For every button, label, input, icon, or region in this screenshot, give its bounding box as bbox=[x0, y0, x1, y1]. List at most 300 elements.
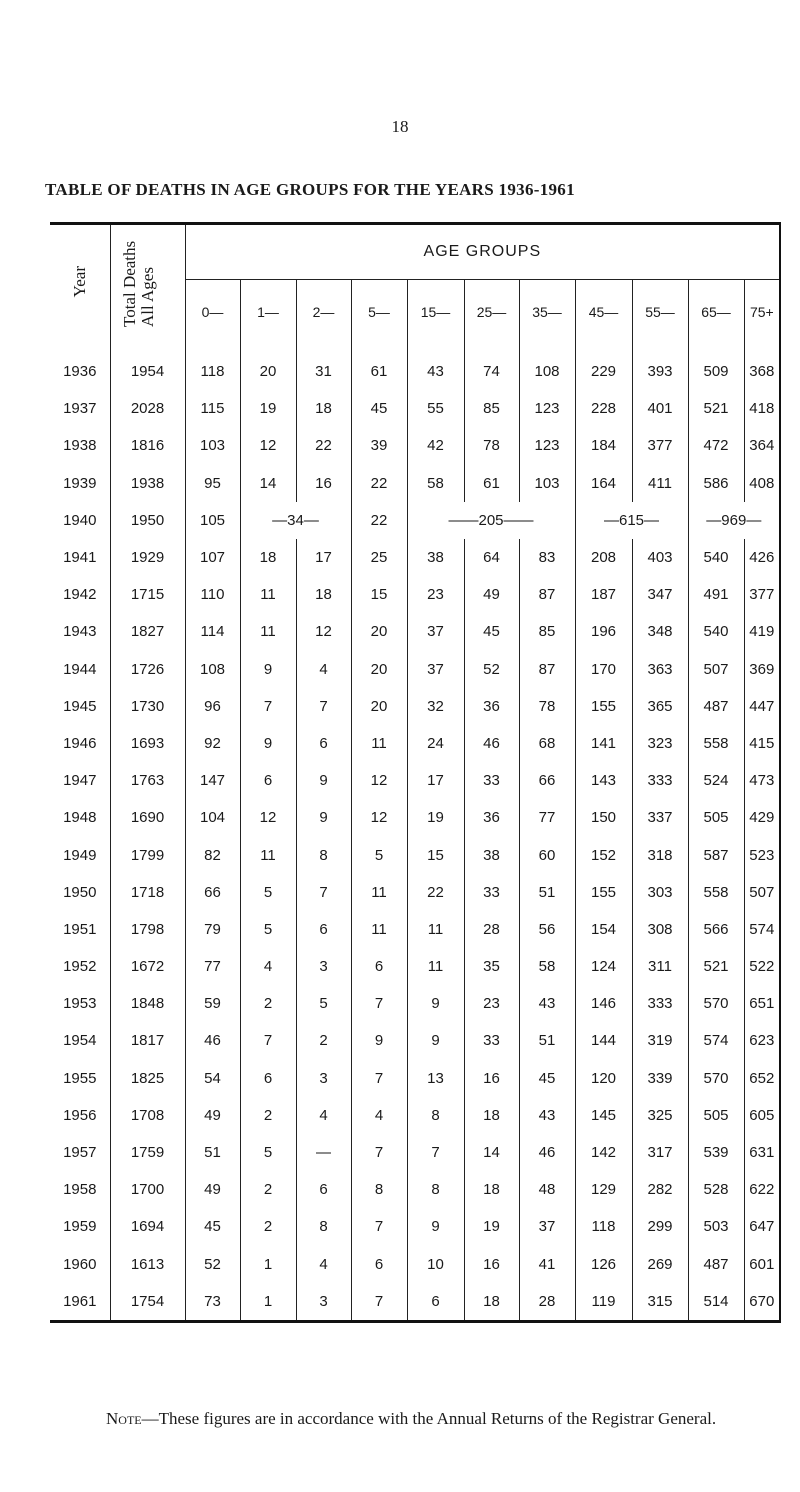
value-cell: 12 bbox=[240, 427, 296, 464]
total-cell: 1763 bbox=[110, 762, 185, 799]
age-group-header: 15— bbox=[407, 280, 464, 343]
value-cell: 4 bbox=[296, 1246, 351, 1283]
value-cell: 9 bbox=[407, 985, 464, 1022]
value-cell: 18 bbox=[464, 1283, 519, 1322]
value-cell: 49 bbox=[464, 576, 519, 613]
value-cell: 7 bbox=[240, 688, 296, 725]
value-cell: 415 bbox=[744, 725, 780, 762]
value-cell: 299 bbox=[632, 1208, 688, 1245]
value-cell: 16 bbox=[296, 465, 351, 502]
value-cell: 509 bbox=[688, 343, 744, 390]
value-cell: 7 bbox=[407, 1134, 464, 1171]
year-cell: 1950 bbox=[63, 883, 97, 901]
table-row bbox=[50, 874, 780, 911]
age-group-header: 5— bbox=[351, 280, 407, 343]
value-cell: 522 bbox=[744, 948, 780, 985]
total-cell: 1798 bbox=[110, 911, 185, 948]
value-cell: 4 bbox=[296, 1097, 351, 1134]
total-cell: 1693 bbox=[110, 725, 185, 762]
year-cell: 1936 bbox=[63, 363, 97, 381]
value-cell: 66 bbox=[519, 762, 575, 799]
value-cell: 14 bbox=[464, 1134, 519, 1171]
year-header-label: Year bbox=[69, 266, 89, 298]
value-cell: 33 bbox=[464, 874, 519, 911]
merged-value-cell: —34— bbox=[240, 502, 351, 539]
value-cell: 528 bbox=[688, 1171, 744, 1208]
value-cell: 2 bbox=[240, 1171, 296, 1208]
value-cell: 20 bbox=[240, 343, 296, 390]
value-cell: 41 bbox=[519, 1246, 575, 1283]
value-cell: 507 bbox=[744, 874, 780, 911]
value-cell: 426 bbox=[744, 539, 780, 576]
value-cell: 77 bbox=[519, 799, 575, 836]
value-cell: 108 bbox=[519, 343, 575, 390]
value-cell: 631 bbox=[744, 1134, 780, 1171]
year-cell: 1944 bbox=[63, 660, 97, 678]
value-cell: 36 bbox=[464, 799, 519, 836]
total-cell: 1848 bbox=[110, 985, 185, 1022]
year-cell: 1946 bbox=[63, 734, 97, 752]
value-cell: 144 bbox=[575, 1022, 632, 1059]
value-cell: 539 bbox=[688, 1134, 744, 1171]
footnote bbox=[106, 1404, 746, 1434]
value-cell: 369 bbox=[744, 651, 780, 688]
value-cell: 23 bbox=[464, 985, 519, 1022]
value-cell: 37 bbox=[407, 613, 464, 650]
value-cell: 38 bbox=[464, 836, 519, 873]
value-cell: 96 bbox=[185, 688, 240, 725]
value-cell: 45 bbox=[351, 390, 407, 427]
value-cell: 7 bbox=[296, 874, 351, 911]
age-group-header: 35— bbox=[519, 280, 575, 343]
value-cell: 107 bbox=[185, 539, 240, 576]
value-cell: 282 bbox=[632, 1171, 688, 1208]
value-cell: 36 bbox=[464, 688, 519, 725]
value-cell: 56 bbox=[519, 911, 575, 948]
value-cell: 18 bbox=[464, 1171, 519, 1208]
value-cell: 514 bbox=[688, 1283, 744, 1322]
value-cell: 6 bbox=[351, 948, 407, 985]
year-cell: 1954 bbox=[63, 1032, 97, 1050]
total-cell: 1690 bbox=[110, 799, 185, 836]
value-cell: 14 bbox=[240, 465, 296, 502]
value-cell: 7 bbox=[351, 1208, 407, 1245]
year-cell: 1940 bbox=[63, 511, 97, 529]
table-row bbox=[50, 1208, 780, 1245]
value-cell: 49 bbox=[185, 1171, 240, 1208]
value-cell: 269 bbox=[632, 1246, 688, 1283]
value-cell: 587 bbox=[688, 836, 744, 873]
value-cell: 196 bbox=[575, 613, 632, 650]
value-cell: 95 bbox=[185, 465, 240, 502]
merged-value-cell: —615— bbox=[575, 502, 688, 539]
value-cell: 3 bbox=[296, 1283, 351, 1322]
value-cell: 45 bbox=[185, 1208, 240, 1245]
table-row bbox=[50, 613, 780, 650]
value-cell: 66 bbox=[185, 874, 240, 911]
value-cell: 13 bbox=[407, 1060, 464, 1097]
value-cell: 33 bbox=[464, 762, 519, 799]
year-cell: 1947 bbox=[63, 772, 97, 790]
value-cell: 473 bbox=[744, 762, 780, 799]
value-cell: 377 bbox=[744, 576, 780, 613]
value-cell: 5 bbox=[240, 1134, 296, 1171]
table-header bbox=[50, 224, 780, 344]
value-cell: 9 bbox=[296, 762, 351, 799]
value-cell: 110 bbox=[185, 576, 240, 613]
value-cell: 3 bbox=[296, 948, 351, 985]
value-cell: 15 bbox=[407, 836, 464, 873]
value-cell: 2 bbox=[240, 1208, 296, 1245]
footnote-label: Note bbox=[106, 1409, 142, 1428]
value-cell: 31 bbox=[296, 343, 351, 390]
value-cell: 82 bbox=[185, 836, 240, 873]
value-cell: 18 bbox=[296, 390, 351, 427]
value-cell: 20 bbox=[351, 613, 407, 650]
total-cell: 1799 bbox=[110, 836, 185, 873]
value-cell: 8 bbox=[351, 1171, 407, 1208]
value-cell: 7 bbox=[296, 688, 351, 725]
value-cell: 311 bbox=[632, 948, 688, 985]
value-cell: 472 bbox=[688, 427, 744, 464]
value-cell: 229 bbox=[575, 343, 632, 390]
table-row bbox=[50, 390, 780, 427]
value-cell: 52 bbox=[464, 651, 519, 688]
value-cell: 558 bbox=[688, 874, 744, 911]
value-cell: 6 bbox=[240, 762, 296, 799]
table-row bbox=[50, 725, 780, 762]
value-cell: 7 bbox=[351, 985, 407, 1022]
total-cell: 1726 bbox=[110, 651, 185, 688]
value-cell: 38 bbox=[407, 539, 464, 576]
value-cell: 43 bbox=[519, 1097, 575, 1134]
value-cell: 60 bbox=[519, 836, 575, 873]
value-cell: 5 bbox=[240, 911, 296, 948]
value-cell: 5 bbox=[351, 836, 407, 873]
value-cell: 17 bbox=[296, 539, 351, 576]
value-cell: 2 bbox=[296, 1022, 351, 1059]
value-cell: 8 bbox=[407, 1097, 464, 1134]
value-cell: 51 bbox=[519, 874, 575, 911]
value-cell: 7 bbox=[351, 1283, 407, 1322]
value-cell: 28 bbox=[464, 911, 519, 948]
value-cell: 114 bbox=[185, 613, 240, 650]
value-cell: 1 bbox=[240, 1283, 296, 1322]
year-cell: 1938 bbox=[63, 437, 97, 455]
value-cell: 6 bbox=[240, 1060, 296, 1097]
value-cell: 558 bbox=[688, 725, 744, 762]
age-group-header: 65— bbox=[688, 280, 744, 343]
value-cell: 142 bbox=[575, 1134, 632, 1171]
table-row bbox=[50, 911, 780, 948]
table-row bbox=[50, 427, 780, 464]
value-cell: 150 bbox=[575, 799, 632, 836]
value-cell: 92 bbox=[185, 725, 240, 762]
value-cell: 37 bbox=[519, 1208, 575, 1245]
value-cell: 46 bbox=[464, 725, 519, 762]
value-cell: 54 bbox=[185, 1060, 240, 1097]
value-cell: 32 bbox=[407, 688, 464, 725]
value-cell: 622 bbox=[744, 1171, 780, 1208]
value-cell: — bbox=[296, 1134, 351, 1171]
age-group-header: 0— bbox=[185, 280, 240, 343]
age-group-header: 2— bbox=[296, 280, 351, 343]
value-cell: 25 bbox=[351, 539, 407, 576]
table-body bbox=[50, 343, 780, 1321]
value-cell: 83 bbox=[519, 539, 575, 576]
value-cell: 347 bbox=[632, 576, 688, 613]
value-cell: 368 bbox=[744, 343, 780, 390]
value-cell: 126 bbox=[575, 1246, 632, 1283]
value-cell: 11 bbox=[240, 576, 296, 613]
value-cell: 521 bbox=[688, 390, 744, 427]
age-group-header: 45— bbox=[575, 280, 632, 343]
value-cell: 228 bbox=[575, 390, 632, 427]
value-cell: 87 bbox=[519, 576, 575, 613]
year-cell: 1942 bbox=[63, 586, 97, 604]
value-cell: 51 bbox=[519, 1022, 575, 1059]
value-cell: 523 bbox=[744, 836, 780, 873]
value-cell: 574 bbox=[744, 911, 780, 948]
page-number: 18 bbox=[391, 117, 409, 136]
value-cell: 364 bbox=[744, 427, 780, 464]
value-cell: 363 bbox=[632, 651, 688, 688]
value-cell: 129 bbox=[575, 1171, 632, 1208]
value-cell: 11 bbox=[407, 911, 464, 948]
value-cell: 68 bbox=[519, 725, 575, 762]
value-cell: 145 bbox=[575, 1097, 632, 1134]
value-cell: 17 bbox=[407, 762, 464, 799]
table-row bbox=[50, 985, 780, 1022]
table-row bbox=[50, 836, 780, 873]
age-group-header: 25— bbox=[464, 280, 519, 343]
total-cell: 1672 bbox=[110, 948, 185, 985]
value-cell: 11 bbox=[240, 836, 296, 873]
value-cell: 164 bbox=[575, 465, 632, 502]
value-cell: 325 bbox=[632, 1097, 688, 1134]
value-cell: 570 bbox=[688, 985, 744, 1022]
year-header bbox=[50, 224, 110, 344]
value-cell: 78 bbox=[519, 688, 575, 725]
table-row bbox=[50, 576, 780, 613]
value-cell: 9 bbox=[296, 799, 351, 836]
value-cell: 51 bbox=[185, 1134, 240, 1171]
value-cell: 108 bbox=[185, 651, 240, 688]
year-cell: 1948 bbox=[63, 809, 97, 827]
value-cell: 6 bbox=[296, 725, 351, 762]
value-cell: 155 bbox=[575, 874, 632, 911]
value-cell: 18 bbox=[464, 1097, 519, 1134]
value-cell: 315 bbox=[632, 1283, 688, 1322]
value-cell: 521 bbox=[688, 948, 744, 985]
value-cell: 43 bbox=[407, 343, 464, 390]
total-cell: 1700 bbox=[110, 1171, 185, 1208]
value-cell: 505 bbox=[688, 1097, 744, 1134]
value-cell: 52 bbox=[185, 1246, 240, 1283]
total-cell: 1816 bbox=[110, 427, 185, 464]
total-cell: 1613 bbox=[110, 1246, 185, 1283]
deaths-table bbox=[50, 222, 781, 1323]
value-cell: 419 bbox=[744, 613, 780, 650]
value-cell: 187 bbox=[575, 576, 632, 613]
value-cell: 429 bbox=[744, 799, 780, 836]
year-cell: 1939 bbox=[63, 474, 97, 492]
age-groups-header: AGE GROUPS bbox=[185, 224, 780, 280]
value-cell: 3 bbox=[296, 1060, 351, 1097]
value-cell: 574 bbox=[688, 1022, 744, 1059]
value-cell: 393 bbox=[632, 343, 688, 390]
total-cell: 1954 bbox=[110, 343, 185, 390]
table-title: TABLE OF DEATHS IN AGE GROUPS FOR THE YEARS 1936-1961 bbox=[45, 180, 575, 199]
value-cell: 146 bbox=[575, 985, 632, 1022]
table-row bbox=[50, 799, 780, 836]
value-cell: 670 bbox=[744, 1283, 780, 1322]
value-cell: 339 bbox=[632, 1060, 688, 1097]
value-cell: 37 bbox=[407, 651, 464, 688]
value-cell: 48 bbox=[519, 1171, 575, 1208]
total-cell: 1938 bbox=[110, 465, 185, 502]
value-cell: 154 bbox=[575, 911, 632, 948]
value-cell: 5 bbox=[240, 874, 296, 911]
total-cell: 1817 bbox=[110, 1022, 185, 1059]
value-cell: 333 bbox=[632, 762, 688, 799]
table-row-1940 bbox=[50, 502, 780, 539]
age-group-header: 75+ bbox=[744, 280, 780, 343]
value-cell: 7 bbox=[351, 1060, 407, 1097]
year-cell: 1945 bbox=[63, 697, 97, 715]
value-cell: 540 bbox=[688, 539, 744, 576]
value-cell: 408 bbox=[744, 465, 780, 502]
value-cell: 601 bbox=[744, 1246, 780, 1283]
value-cell: 16 bbox=[464, 1060, 519, 1097]
year-cell: 1957 bbox=[63, 1144, 97, 1162]
value-cell: 118 bbox=[575, 1208, 632, 1245]
table-row bbox=[50, 1171, 780, 1208]
value-cell: 7 bbox=[240, 1022, 296, 1059]
total-cell: 1730 bbox=[110, 688, 185, 725]
value-cell: 19 bbox=[240, 390, 296, 427]
value-cell: 124 bbox=[575, 948, 632, 985]
value-cell: 11 bbox=[351, 874, 407, 911]
value-cell: 507 bbox=[688, 651, 744, 688]
value-cell: 12 bbox=[296, 613, 351, 650]
total-cell: 2028 bbox=[110, 390, 185, 427]
value-cell: 11 bbox=[407, 948, 464, 985]
value-cell: 6 bbox=[296, 911, 351, 948]
value-cell: 570 bbox=[688, 1060, 744, 1097]
value-cell: 308 bbox=[632, 911, 688, 948]
value-cell: 118 bbox=[185, 343, 240, 390]
value-cell: 505 bbox=[688, 799, 744, 836]
table-row bbox=[50, 688, 780, 725]
value-cell: 4 bbox=[296, 651, 351, 688]
value-cell: 79 bbox=[185, 911, 240, 948]
value-cell: 317 bbox=[632, 1134, 688, 1171]
value-cell: 18 bbox=[296, 576, 351, 613]
value-cell: 2 bbox=[240, 985, 296, 1022]
value-cell: 9 bbox=[240, 725, 296, 762]
total-cell: 1950 bbox=[110, 502, 185, 539]
table-row bbox=[50, 1022, 780, 1059]
value-cell: 85 bbox=[464, 390, 519, 427]
year-cell: 1961 bbox=[63, 1292, 97, 1310]
value-cell: 16 bbox=[464, 1246, 519, 1283]
total-cell: 1759 bbox=[110, 1134, 185, 1171]
value-cell: 487 bbox=[688, 688, 744, 725]
table-row bbox=[50, 1283, 780, 1322]
value-cell: 12 bbox=[351, 799, 407, 836]
year-cell: 1959 bbox=[63, 1218, 97, 1236]
table-row bbox=[50, 1134, 780, 1171]
value-cell: 120 bbox=[575, 1060, 632, 1097]
value-cell: 10 bbox=[407, 1246, 464, 1283]
value-cell: 42 bbox=[407, 427, 464, 464]
value-cell: 61 bbox=[351, 343, 407, 390]
value-cell: 19 bbox=[407, 799, 464, 836]
value-cell: 85 bbox=[519, 613, 575, 650]
table-row bbox=[50, 343, 780, 390]
value-cell: 6 bbox=[296, 1171, 351, 1208]
value-cell: 348 bbox=[632, 613, 688, 650]
value-cell: 45 bbox=[464, 613, 519, 650]
value-cell: 647 bbox=[744, 1208, 780, 1245]
value-cell: 20 bbox=[351, 651, 407, 688]
table-row bbox=[50, 948, 780, 985]
value-cell: 337 bbox=[632, 799, 688, 836]
year-cell: 1960 bbox=[63, 1255, 97, 1273]
value-cell: 2 bbox=[240, 1097, 296, 1134]
value-cell: 503 bbox=[688, 1208, 744, 1245]
value-cell: 73 bbox=[185, 1283, 240, 1322]
value-cell: 58 bbox=[519, 948, 575, 985]
value-cell: 318 bbox=[632, 836, 688, 873]
value-cell: 22 bbox=[407, 874, 464, 911]
merged-value-cell: —969— bbox=[688, 502, 780, 539]
value-cell: 22 bbox=[296, 427, 351, 464]
value-cell: 103 bbox=[185, 427, 240, 464]
value-cell: 9 bbox=[407, 1208, 464, 1245]
value-cell: 78 bbox=[464, 427, 519, 464]
value-cell: 401 bbox=[632, 390, 688, 427]
year-cell: 1953 bbox=[63, 995, 97, 1013]
total-cell: 1715 bbox=[110, 576, 185, 613]
value-cell: 411 bbox=[632, 465, 688, 502]
value-cell: 147 bbox=[185, 762, 240, 799]
year-cell: 1955 bbox=[63, 1069, 97, 1087]
value-cell: 5 bbox=[296, 985, 351, 1022]
year-cell: 1949 bbox=[63, 846, 97, 864]
year-cell: 1952 bbox=[63, 958, 97, 976]
value-cell: 24 bbox=[407, 725, 464, 762]
value-cell: 104 bbox=[185, 799, 240, 836]
value-cell: 6 bbox=[351, 1246, 407, 1283]
value-cell: 77 bbox=[185, 948, 240, 985]
total-cell: 1825 bbox=[110, 1060, 185, 1097]
value-cell: 7 bbox=[351, 1134, 407, 1171]
value-cell: 9 bbox=[351, 1022, 407, 1059]
value-cell: 46 bbox=[185, 1022, 240, 1059]
value-cell: 43 bbox=[519, 985, 575, 1022]
value-cell: 8 bbox=[296, 836, 351, 873]
value-cell: 9 bbox=[240, 651, 296, 688]
value-cell: 105 bbox=[185, 502, 240, 539]
value-cell: 377 bbox=[632, 427, 688, 464]
value-cell: 12 bbox=[240, 799, 296, 836]
value-cell: 115 bbox=[185, 390, 240, 427]
value-cell: 22 bbox=[351, 502, 407, 539]
value-cell: 11 bbox=[351, 725, 407, 762]
value-cell: 491 bbox=[688, 576, 744, 613]
